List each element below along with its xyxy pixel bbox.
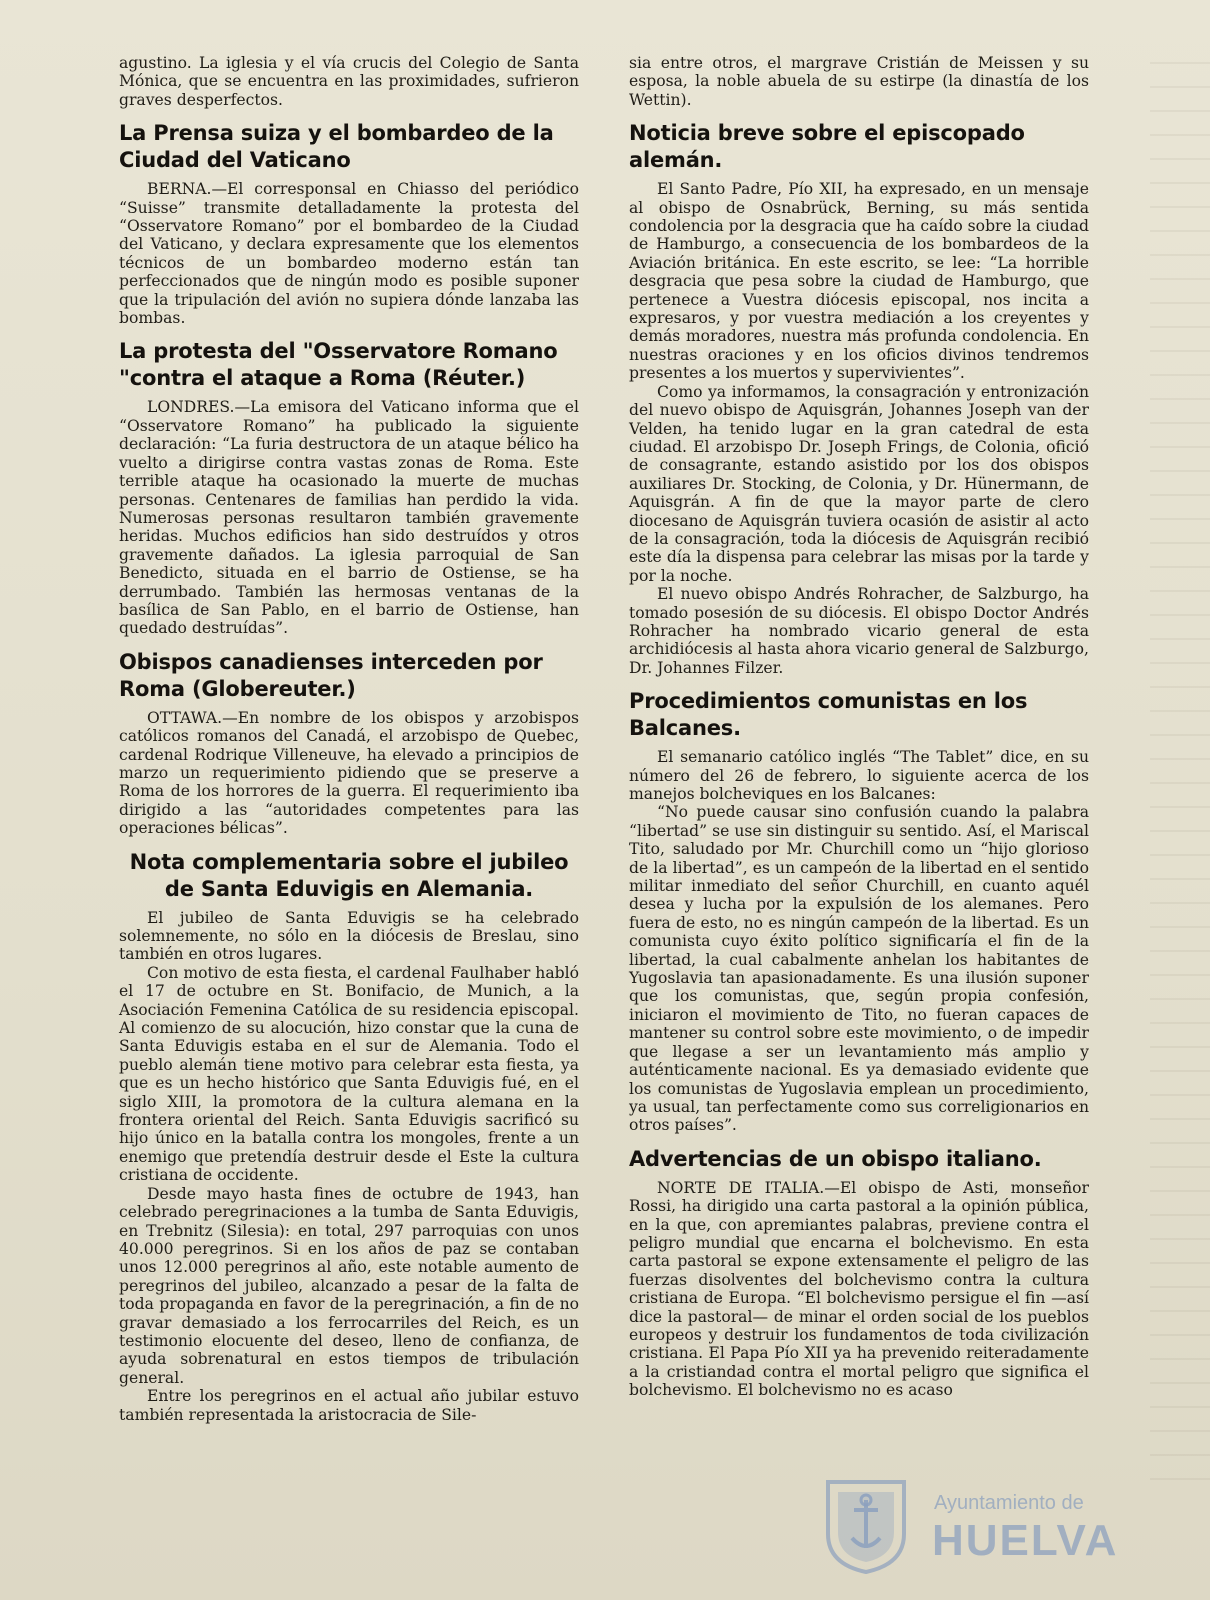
article-protesta-osservatore-body: LONDRES.—La emisora del Vaticano informa que el “Osservatore Romano” ha publicado la siguiente declaración: “La furia destructora de un ataque bélico ha vuelto a dirigirse contra vastas zonas de Roma. Este terrible ataque ha ocasionado la muerte de muchas personas. Centenares de familias han perdido la vida. Numerosas personas resultaron también gravemente heridas. Muchos edificios han sido destruídos y otros gravemente dañados. La iglesia parroquial de San Benedicto, situada en el barrio de Ostiense, se ha derrumbado. También las hermosas ventanas de la basílica de San Pablo, en el barrio de Ostiense, han quedado destruídas”. (119, 398, 579, 638)
article-episcopado-paragraph-2: Como ya informamos, la consagración y entronización del nuevo obispo de Aquisgrán, Johannes Joseph van der Velden, ha tenido lugar en la gran catedral de esta ciudad. El arzobispo Dr. Joseph Frings, de Colonia, ofició de consagrante, estando asistido por los dos obispos auxiliares Dr. Stocking, de Colonia, y Dr. Hünermann, de Aquisgrán. A fin de que la mayor parte de clero diocesano de Aquisgrán tuviera ocasión de asistir al acto de la consagración, toda la diócesis de Aquisgrán recibió este día la dispensa para celebrar las misas por la tarde y por la noche. (629, 382, 1089, 585)
article-balcanes-paragraph-1: El semanario católico inglés “The Tablet” dice, en su número del 26 de febrero, lo siguiente acerca de los manejos bolcheviques en los Balcanes: (629, 748, 1089, 803)
article-episcopado-paragraph-3: El nuevo obispo Andrés Rohracher, de Salzburgo, ha tomado posesión de su diócesis. El obispo Doctor Andrés Rohracher ha nombrado vicario general de esta archidiócesis al hasta ahora vicario general de Salzburgo, Dr. Johannes Filzer. (629, 585, 1089, 677)
headline-jubileo-santa-eduvigis: Nota complementaria sobre el jubileo de Santa Eduvigis en Alemania. (129, 849, 569, 901)
headline-prensa-suiza: La Prensa suiza y el bombardeo de la Ciudad del Vaticano (119, 121, 554, 173)
article-jubileo-paragraph-1: El jubileo de Santa Eduvigis se ha celebrado solemnemente, no sólo en la diócesis de Breslau, sino también en otros lugares. (119, 908, 579, 964)
article-jubileo-paragraph-2: Con motivo de esta fiesta, el cardenal Faulhaber habló el 17 de octubre en St. Bonifacio, de Munich, a la Asociación Femenina Católica de su residencia episcopal. Al comienzo de su alocución, hizo constar que la cuna de Santa Eduvigis estaba en el sur de Alemania. Todo el pueblo alemán tiene motivo para celebrar esta fiesta, ya que es un hecho histórico que Santa Eduvigis fué, en el siglo XIII, la promotora de la cultura alemana en la frontera oriental del Reich. Santa Eduvigis sacrificó su hijo único en la batalla contra los mongoles, frente a un enemigo que pretendía destruir desde el Este la cultura cristiana de occidente. (119, 963, 579, 1185)
article-obispo-italiano-body: NORTE DE ITALIA.—El obispo de Asti, monseñor Rossi, ha dirigido una carta pastoral a la opinión pública, en la que, con apremiantes palabras, previene contra el peligro mundial que encarna el bolchevismo. En esta carta pastoral se expone extensamente el peligro de las fuerzas disolventes del bolchevismo contra la cultura cristiana de Europa. “El bolchevismo persigue el fin —así dice la pastoral— de minar el orden social de los pueblos europeos y destruir los fundamentos de toda civilización cristiana. El Papa Pío XII ya ha prevenido reiteradamente a la cristiandad contra el mortal peligro que significa el bolchevismo. El bolchevismo no es acaso (629, 1178, 1089, 1400)
article-prensa-suiza-body: BERNA.—El corresponsal en Chiasso del periódico “Suisse” transmite detalladamente la protesta del “Osservatore Romano” por el bombardeo de la Ciudad del Vaticano, y declara expresamente que los elementos técnicos de un bombardeo moderno están tan perfeccionados que de ningún modo es posible suponer que la tripulación del avión no supiera dónde lanzaba las bombas. (119, 180, 579, 328)
right-intro-paragraph: sia entre otros, el margrave Cristián de Meissen y su esposa, la noble abuela de su estirpe (la dinastía de los Wettin). (629, 54, 1089, 109)
bleed-through-right-edge (1150, 40, 1210, 1480)
article-balcanes-paragraph-2: “No puede causar sino confusión cuando la palabra “libertad” se use sin distinguir su sentido. Así, el Mariscal Tito, saludado por Mr. Churchill como un “hijo glorioso de la libertad”, es un campeón de la libertad en el sentido militar inmediato del señor Churchill, en cuanto aquél desea y lucha por la expulsión de los alemanes. Pero fuera de esto, no es ningún campeón de la libertad. Es un comunista cuyo éxito político significaría el fin de la libertad, la cual cabalmente anhelan los habitantes de Yugoslavia tan apasionadamente. Es una ilusión suponer que los comunistas, que, según propia confesión, iniciaron el movimiento de Tito, no fueran capaces de mantener su control sobre este movimiento, o de impedir que llegase a ser un levantamiento más amplio y auténticamente nacional. Es ya demasiado evidente que los comunistas de Yugoslavia emplean un procedimiento, ya usual, tan perfectamente como sus correligionarios en otros países”. (629, 803, 1089, 1135)
headline-obispo-italiano: Advertencias de un obispo italiano. (629, 1146, 1042, 1171)
watermark-line-1: Ayuntamiento de (934, 1492, 1084, 1514)
huelva-shield-icon (822, 1476, 910, 1576)
article-jubileo-paragraph-4: Entre los peregrinos en el actual año jubilar estuvo también representada la aristocracia de Sile- (119, 1387, 579, 1424)
right-column (629, 54, 1089, 1400)
archive-watermark (822, 1476, 1122, 1576)
left-intro-paragraph: agustino. La iglesia y el vía crucis del Colegio de Santa Mónica, que se encuentra en las proximidades, sufrieron graves desperfectos. (119, 54, 579, 109)
headline-procedimientos-comunistas: Procedimientos comunistas en los Balcanes. (629, 689, 1028, 741)
headline-episcopado-aleman: Noticia breve sobre el episcopado alemán. (629, 121, 1025, 173)
article-episcopado-paragraph-1: El Santo Padre, Pío XII, ha expresado, en un mensaje al obispo de Osnabrück, Berning, su más sentida condolencia por la desgracia que ha caído sobre la ciudad de Hamburgo, a consecuencia de los bombardeos de la Aviación británica. En este escrito, se lee: “La horrible desgracia que pesa sobre la ciudad de Hamburgo, que pertenece a Vuestra diócesis episcopal, nos incita a expresaros, y por vuestra mediación a los creyentes y demás moradores, nuestra más profunda condolencia. En nuestras oraciones y en los oficios divinos tendremos presentes a los muertos y supervivientes”. (629, 180, 1089, 383)
article-obispos-canadienses-body: OTTAWA.—En nombre de los obispos y arzobispos católicos romanos del Canadá, el arzobispo de Quebec, cardenal Rodrique Villeneuve, ha elevado a principios de marzo un requerimiento pidiendo que se preserve a Roma de los horrores de la guerra. El requerimiento iba dirigido a las “autoridades competentes para las operaciones bélicas”. (119, 708, 579, 838)
headline-obispos-canadienses: Obispos canadienses interceden por Roma (Globereuter.) (119, 649, 543, 701)
headline-protesta-osservatore: La protesta del "Osservatore Romano "contra el ataque a Roma (Réuter.) (119, 339, 558, 391)
left-column (119, 54, 579, 1424)
article-jubileo-paragraph-3: Desde mayo hasta fines de octubre de 1943, han celebrado peregrinaciones a la tumba de Santa Eduvigis, en Trebnitz (Silesia): en total, 297 parroquias con unos 40.000 peregrinos. Si en los años de paz se contaban unos 12.000 peregrinos al año, este notable aumento de peregrinos del jubileo, alcanzado a pesar de la falta de toda propaganda en favor de la peregrinación, a fin de no gravar demasiado a los ferrocarriles del Reich, es un testimonio elocuente del deseo, lleno de confianza, de ayuda sobrenatural en estos tiempos de tribulación general. (119, 1184, 579, 1387)
watermark-line-2: HUELVA (932, 1516, 1119, 1565)
